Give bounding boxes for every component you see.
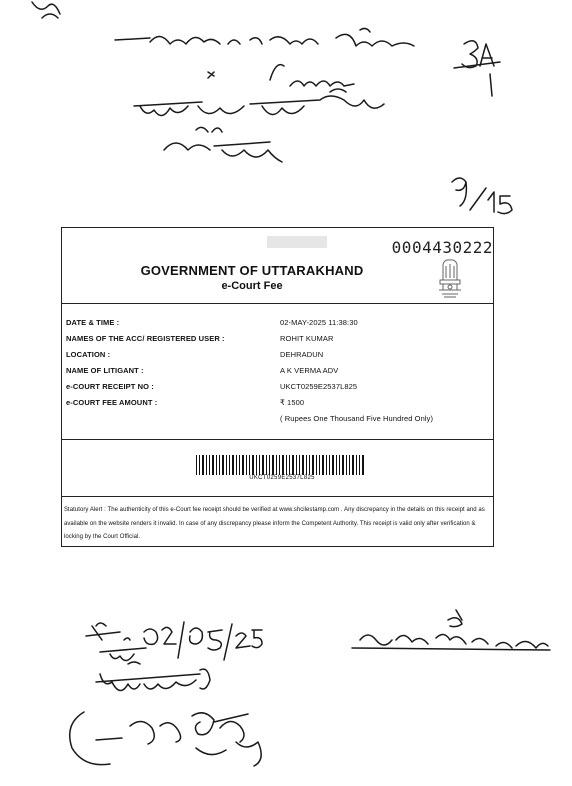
corner-mark-3a [454, 41, 500, 96]
barcode-bar [302, 455, 304, 475]
statutory-alert: Statutory Alert : The authenticity of this e-Court fee receipt should be verified at www.shcilestamp.com . Any discrepancy in the details on this receipt and as available on the website renders it invalid. In case of any discrepancy please inform the Competent Authority. This receipt is valid only after verification & locking by the Court Official. [64, 507, 485, 540]
barcode-bar [276, 455, 277, 475]
corner-scribble [32, 2, 60, 18]
barcode-bar [239, 455, 240, 475]
barcode-bar [292, 455, 294, 475]
barcode-bar [219, 455, 220, 475]
field-label-registered-user: NAMES OF THE ACC/ REGISTERED USER : [66, 334, 225, 343]
barcode [196, 455, 368, 475]
barcode-bar [202, 455, 204, 475]
barcode-bar [259, 455, 260, 475]
barcode-bar [349, 455, 350, 475]
serial-number: 0004430222 [391, 238, 493, 257]
barcode-bar [269, 455, 270, 475]
field-label-receipt-no: e-COURT RECEIPT NO : [66, 382, 154, 391]
barcode-bar [279, 455, 280, 475]
barcode-bar [352, 455, 354, 475]
barcode-bar [289, 455, 290, 475]
barcode-bar [362, 455, 364, 475]
field-value-registered-user: ROHIT KUMAR [280, 334, 334, 343]
field-label-litigant: NAME OF LITIGANT : [66, 366, 144, 375]
barcode-bar [196, 455, 197, 475]
barcode-bar [206, 455, 207, 475]
barcode-bar [356, 455, 357, 475]
handwriting-line-2 [208, 65, 354, 86]
handwriting-initials-1 [100, 648, 146, 664]
field-label-date-time: DATE & TIME : [66, 318, 120, 327]
barcode-number: UKCT0259E2537L825 [249, 475, 315, 481]
barcode-bar [226, 455, 227, 475]
barcode-bar [299, 455, 300, 475]
barcode-bar [242, 455, 244, 475]
barcode-bar [306, 455, 307, 475]
handwriting-signature-2 [70, 712, 261, 766]
barcode-bar [246, 455, 247, 475]
field-value-location: DEHRADUN [280, 350, 324, 359]
e-court-fee-receipt [61, 227, 494, 547]
barcode-bar [252, 455, 254, 475]
barcode-bar [332, 455, 334, 475]
watermark-strip [267, 236, 327, 248]
barcode-bar [199, 455, 200, 475]
body-divider [62, 439, 493, 440]
handwriting-line-3 [134, 89, 384, 116]
barcode-bar [342, 455, 344, 475]
barcode-bar [359, 455, 360, 475]
barcode-bar [316, 455, 317, 475]
government-heading: GOVERNMENT OF UTTARAKHAND [140, 263, 364, 278]
barcode-bar [326, 455, 327, 475]
barcode-bar [319, 455, 320, 475]
header-divider [62, 303, 493, 304]
barcode-bar [346, 455, 347, 475]
barcode-bar [272, 455, 274, 475]
barcode-bar [309, 455, 310, 475]
amount-in-words: ( Rupees One Thousand Five Hundred Only) [280, 414, 434, 423]
barcode-bar [209, 455, 210, 475]
barcode-bar [312, 455, 314, 475]
footer-divider [62, 496, 493, 497]
field-label-fee-amount: e-COURT FEE AMOUNT : [66, 398, 158, 407]
field-value-receipt-no: UKCT0259E2537L825 [280, 382, 358, 391]
handwriting-date [86, 622, 262, 660]
barcode-bar [266, 455, 267, 475]
barcode-bar [286, 455, 287, 475]
handwriting-line-4 [164, 127, 282, 162]
barcode-bar [296, 455, 297, 475]
handwriting-line-1 [115, 28, 414, 46]
barcode-bar [236, 455, 237, 475]
field-value-date-time: 02-MAY-2025 11:38:30 [280, 318, 358, 327]
barcode-bar [336, 455, 337, 475]
barcode-bar [212, 455, 214, 475]
barcode-bar [222, 455, 224, 475]
field-value-fee-amount: ₹ 1500 [280, 398, 305, 407]
handwriting-signature-3 [352, 610, 550, 650]
barcode-bar [249, 455, 250, 475]
barcode-bar [322, 455, 324, 475]
barcode-bar [262, 455, 264, 475]
barcode-bar [339, 455, 340, 475]
receipt-title: e-Court Fee [221, 280, 283, 292]
barcode-bar [232, 455, 234, 475]
barcode-bar [229, 455, 230, 475]
corner-mark-9-15 [452, 178, 512, 214]
handwriting-signature-1 [96, 669, 210, 690]
field-value-litigant: A K VERMA ADV [280, 366, 339, 375]
barcode-bar [256, 455, 257, 475]
barcode-bar [329, 455, 330, 475]
field-label-location: LOCATION : [66, 350, 111, 359]
barcode-bar [282, 455, 284, 475]
barcode-bar [216, 455, 217, 475]
